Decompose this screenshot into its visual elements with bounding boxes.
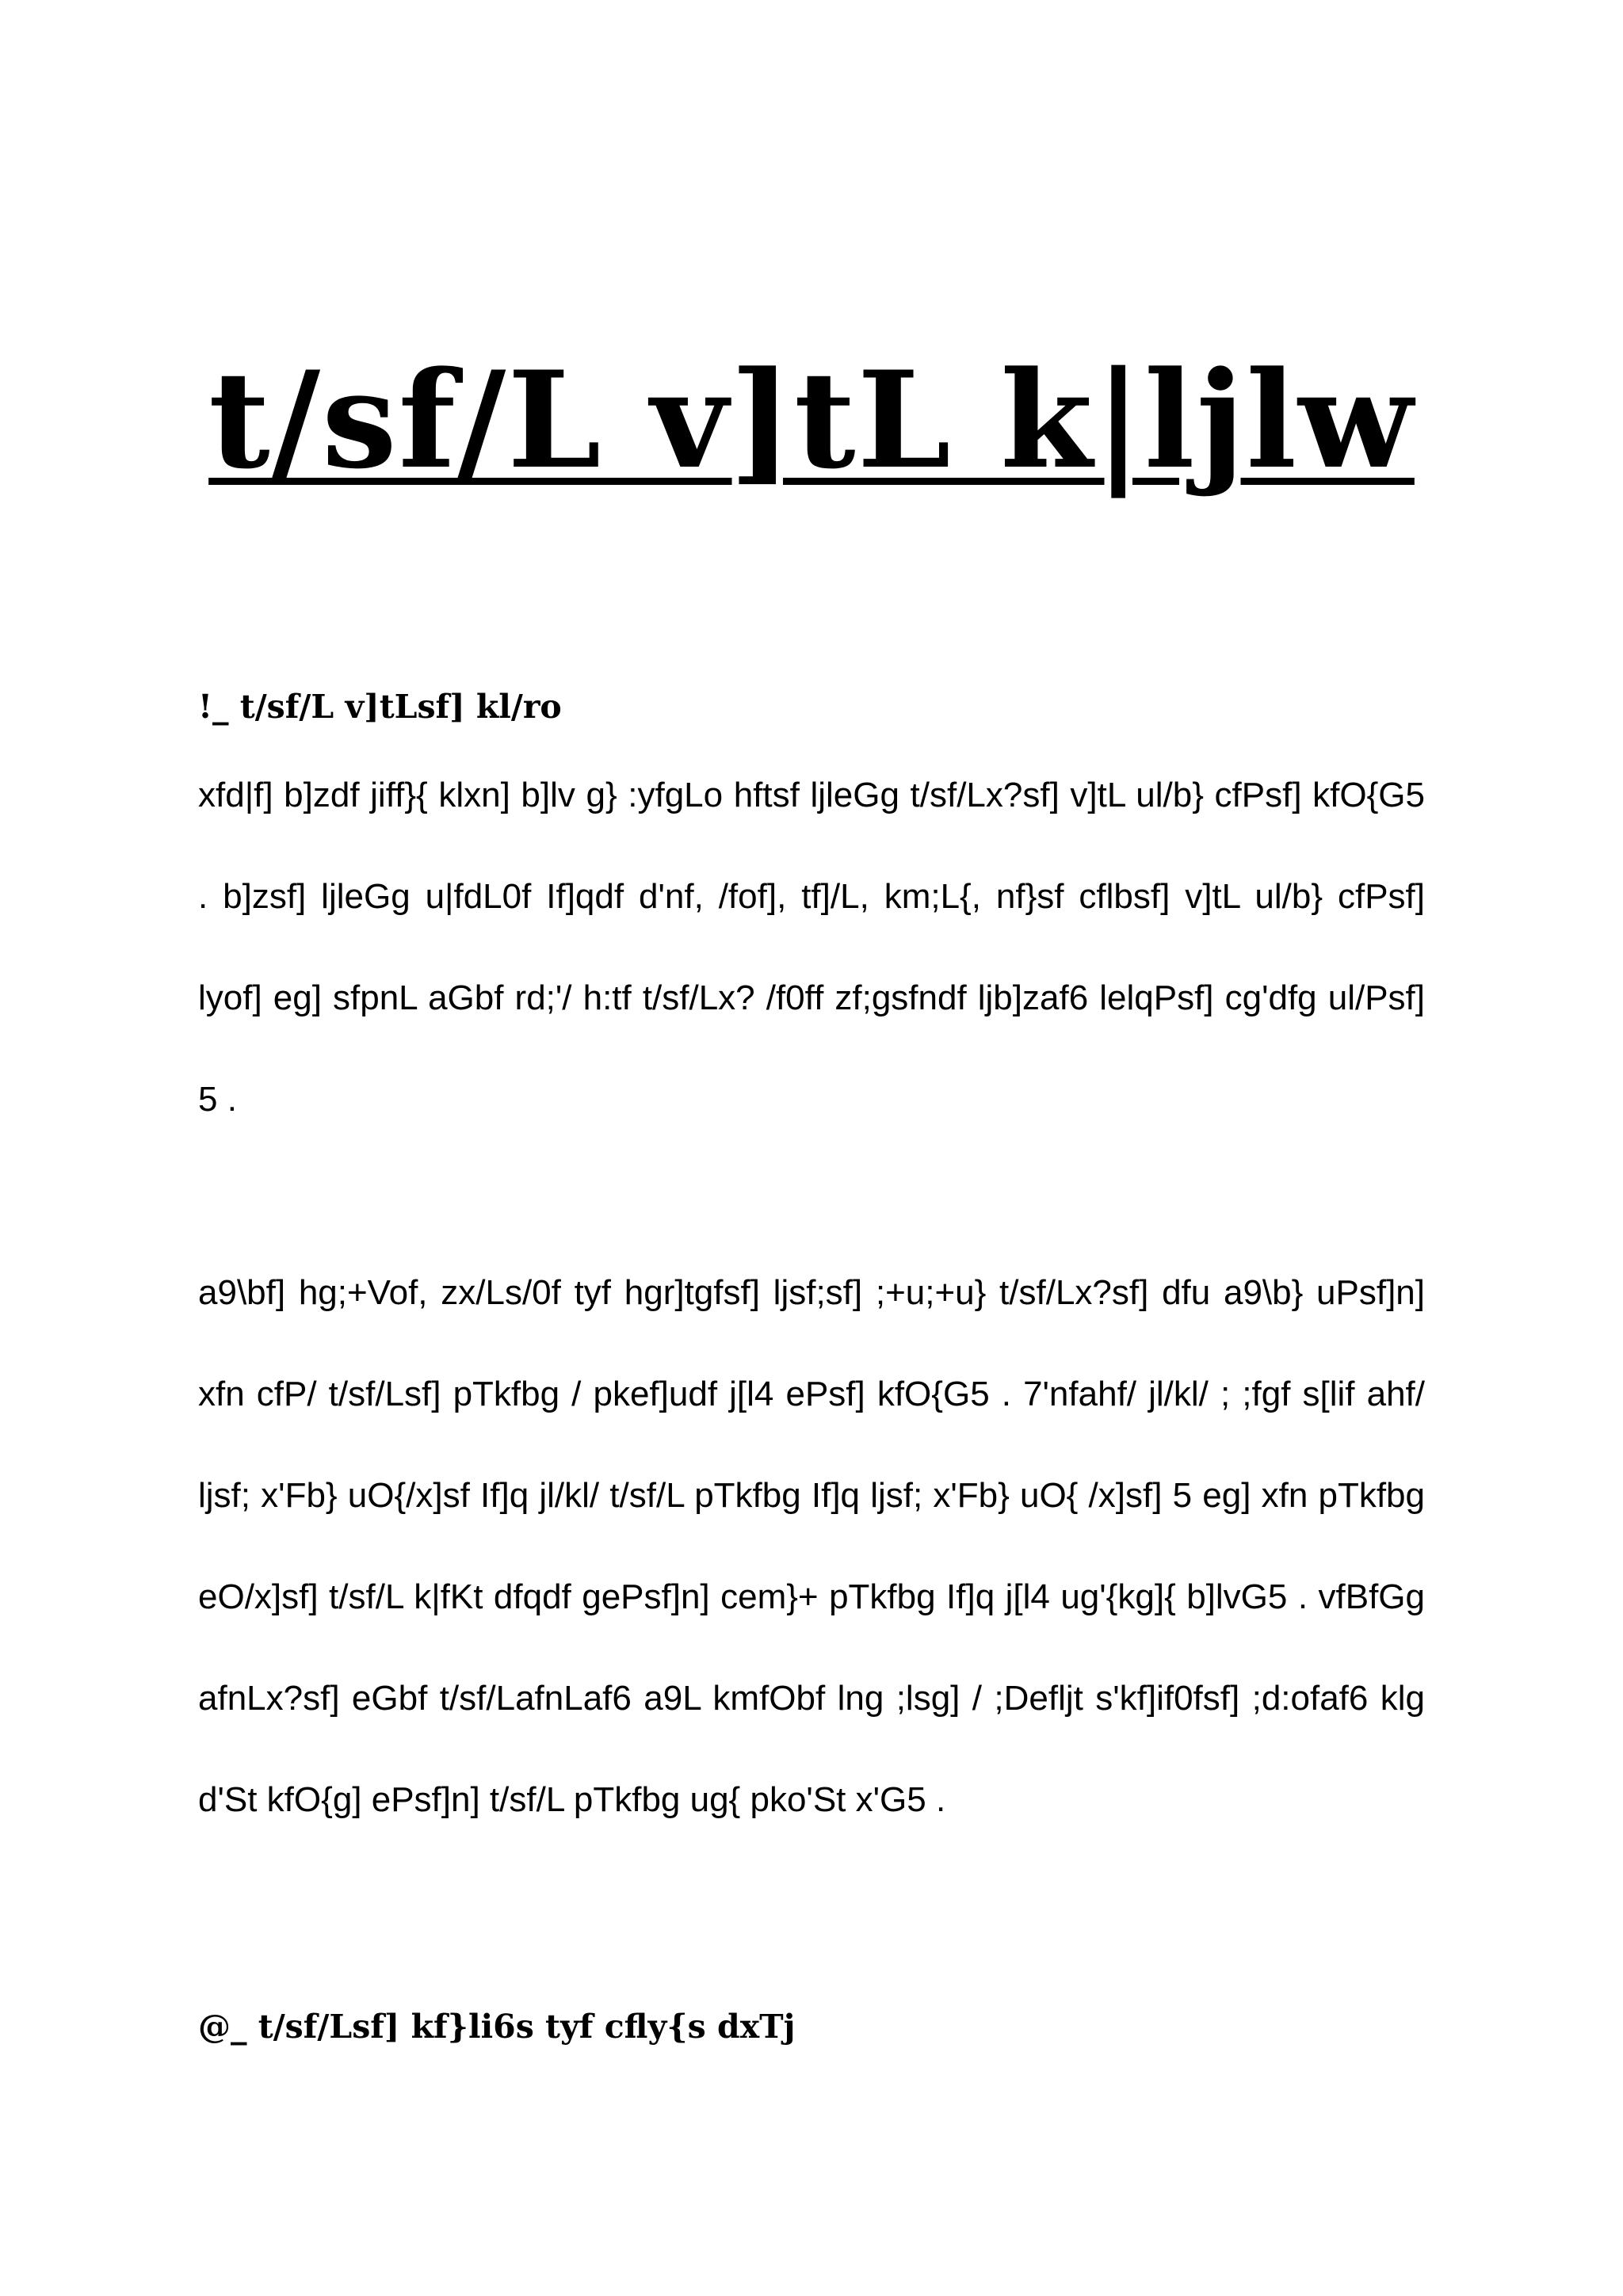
paragraph-1: xfd|f] b]zdf jiff}{ klxn] b]lv g} :yfgLo hftsf ljleGg t/sf/Lx?sf] v]tL ul/b} cfPsf] kfO{G5 . b]zsf] ljleGg u|fdL0f If]qdf d'nf, /fof], tf]/L, km;L{, nf}sf cflbsf] v]tL ul/b} cfPsf] lyof] eg] sfpnL aGbf rd;'/ h:tf t/sf/Lx? /f0ff zf;gsfndf ljb]zaf6 lelqPsf] cg'dfg ul/Psf] 5 .: [198, 776, 1425, 1119]
section-heading-2: @_ t/sf/Lsf] kf}li6s tyf cfly{s dxTj: [198, 2008, 796, 2046]
paragraph-2: a9\bf] hg;+Vof, zx/Ls/0f tyf hgr]tgfsf] ljsf;sf] ;+u;+u} t/sf/Lx?sf] dfu a9\b} uPsf]n] xfn cfP/ t/sf/Lsf] pTkfbg / pkef]udf j[l4 ePsf] kfO{G5 . 7'nfahf/ jl/kl/ ; ;fgf s[lif ahf/ ljsf; x'Fb} uO{/x]sf If]q jl/kl/ t/sf/L pTkfbg If]q ljsf; x'Fb} uO{ /x]sf] 5 eg] xfn pTkfbg eO/x]sf] t/sf/L k|fKt dfqdf gePsf]n] cem}+ pTkfbg If]q j[l4 ug'{kg]{ b]lvG5 . vfBfGg afnLx?sf] eGbf t/sf/LafnLaf6 a9L kmfObf lng ;lsg] / ;Defljt s'kf]if0fsf] ;d:ofaf6 klg d'St kfO{g] ePsf]n] t/sf/L pTkfbg ug{ pko'St x'G5 .: [198, 1273, 1425, 1819]
document-title-text: t/sf/L v]tL k|ljlw: [208, 341, 1415, 498]
document-title: [0, 333, 1623, 507]
section-heading-1: !_ t/sf/L v]tLsf] kl/ro: [198, 688, 562, 726]
